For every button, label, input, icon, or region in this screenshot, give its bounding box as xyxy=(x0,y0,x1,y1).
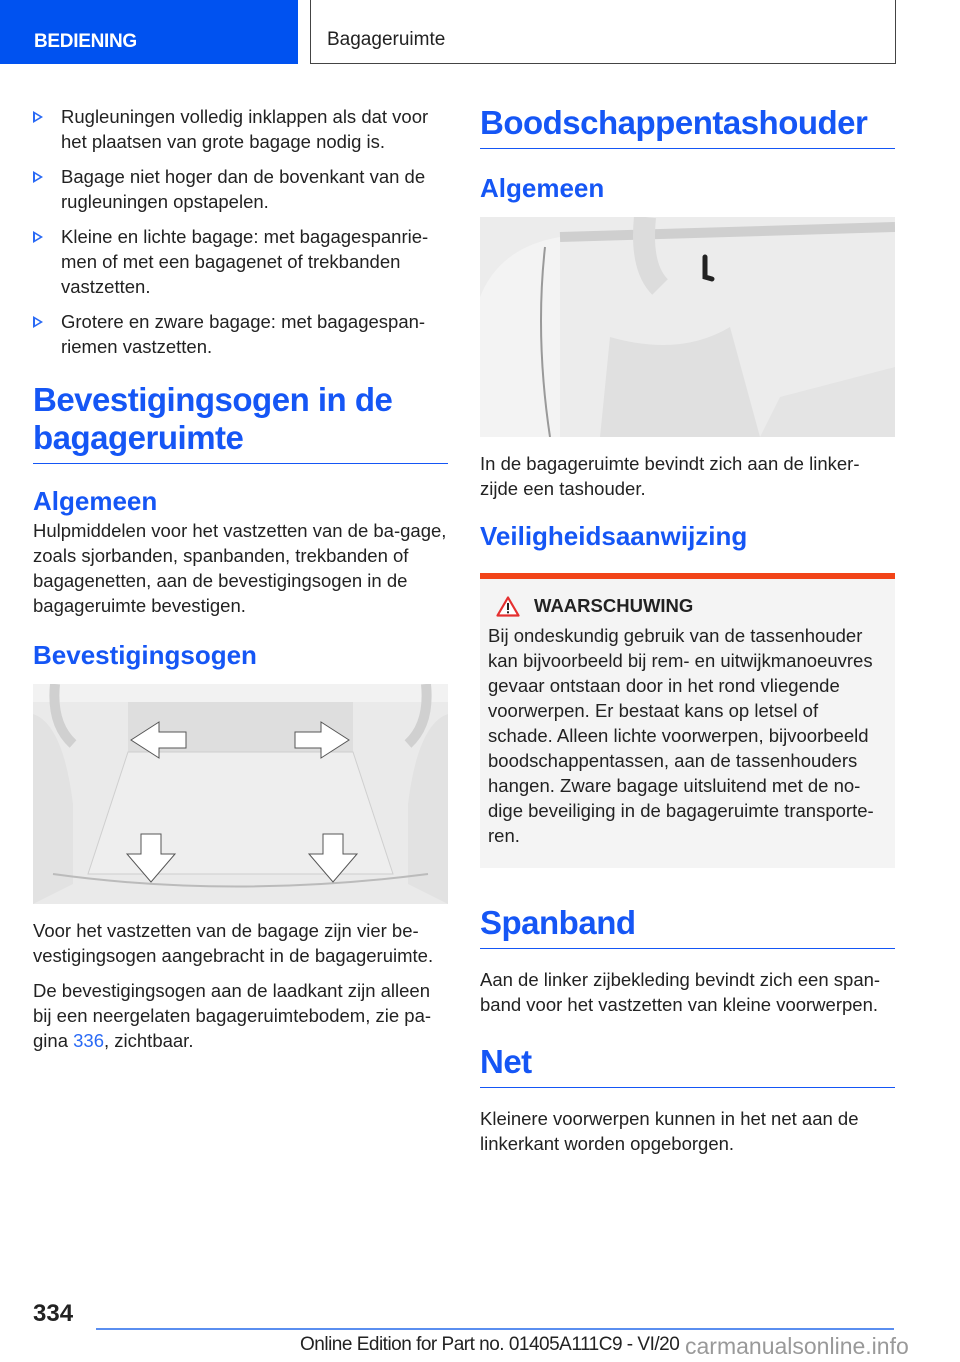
footer-divider xyxy=(96,1328,894,1330)
bag-holder-image xyxy=(480,217,895,437)
paragraph-eyes-note: De bevestigingsogen aan de laadkant zijn alleen bij een neergelaten bagageruimtebodem, zie pa-gina 336, zichtbaar. xyxy=(33,980,432,1051)
illustration-bag-holder xyxy=(480,217,895,437)
chapter-header xyxy=(310,0,896,64)
warning-triangle-icon xyxy=(496,596,520,617)
triangle-bullet-icon xyxy=(33,316,43,328)
section-tab xyxy=(0,0,298,64)
warning-box xyxy=(480,573,895,868)
list-item: Grotere en zware bagage: met bagagespan-riemen vastzetten. xyxy=(33,309,448,359)
watermark: carmanualsonline.info xyxy=(685,1333,909,1359)
list-item: Kleine en lichte bagage: met bagagespanrie-men of met een bagagenet of trekbanden vastzetten. xyxy=(33,224,448,299)
section-title-spanband: Spanband xyxy=(480,904,895,949)
heading-algemeen: Algemeen xyxy=(33,486,158,516)
section-title-boodschappentashouder: Boodschappentashouder xyxy=(480,104,895,149)
luggage-compartment-image xyxy=(33,684,448,904)
list-item: Rugleuningen volledig inklappen als dat voor het plaatsen van grote bagage nodig is. xyxy=(33,104,448,154)
triangle-bullet-icon xyxy=(33,231,43,243)
left-column xyxy=(33,104,448,1063)
page-number: 334 xyxy=(33,1300,74,1327)
section-title-bevestigingsogen: Bevestigingsogen in de bagageruimte xyxy=(33,381,448,464)
illustration-luggage-compartment xyxy=(33,684,448,904)
warning-text: Bij ondeskundig gebruik van de tassenhouder kan bijvoorbeeld bij rem- en uitwijkmanoeuvres gevaar ontstaan door in het rond vliegende voorwerpen. Er bestaat kans op letsel of schade. Alleen lichte voorwerpen, bijvoorbeeld boodschappentassen, aan de tassenhouders hangen. Zware bagage uitsluitend met de no-dige beveiliging in de bagageruimte transporte-ren. xyxy=(488,625,874,846)
triangle-bullet-icon xyxy=(33,171,43,183)
list-item: Bagage niet hoger dan de bovenkant van de rugleuningen opstapelen. xyxy=(33,164,448,214)
warning-title: WAARSCHUWING xyxy=(488,595,887,617)
paragraph-eyes: Voor het vastzetten van de bagage zijn vier be-vestigingsogen aangebracht in de bagageruimte. xyxy=(33,920,434,966)
paragraph-net: Kleinere voorwerpen kunnen in het net aan de linkerkant worden opgeborgen. xyxy=(480,1108,859,1154)
paragraph-bag-holder: In de bagageruimte bevindt zich aan de linker-zijde een tashouder. xyxy=(480,453,860,499)
edition-text: Online Edition for Part no. 01405A111C9 - VI/20 xyxy=(300,1334,680,1355)
heading-veiligheidsaanwijzing: Veiligheidsaanwijzing xyxy=(480,521,748,551)
chapter-label: Bagageruimte xyxy=(327,29,446,50)
paragraph-spanband: Aan de linker zijbekleding bevindt zich een span-band voor het vastzetten van kleine voorwerpen. xyxy=(480,969,881,1015)
heading-bevestigingsogen: Bevestigingsogen xyxy=(33,640,257,670)
section-title-net: Net xyxy=(480,1043,895,1088)
bullet-list xyxy=(33,104,448,359)
paragraph-general: Hulpmiddelen voor het vastzetten van de ba-gage, zoals sjorbanden, spanbanden, trekbanden of bagagenetten, aan de bevestigingsogen in de bagageruimte bevestigen. xyxy=(33,520,447,616)
right-column xyxy=(480,104,895,1166)
page-link-336[interactable]: 336 xyxy=(73,1030,104,1051)
heading-algemeen-right: Algemeen xyxy=(480,173,605,203)
section-label: BEDIENING xyxy=(34,31,137,52)
triangle-bullet-icon xyxy=(33,111,43,123)
